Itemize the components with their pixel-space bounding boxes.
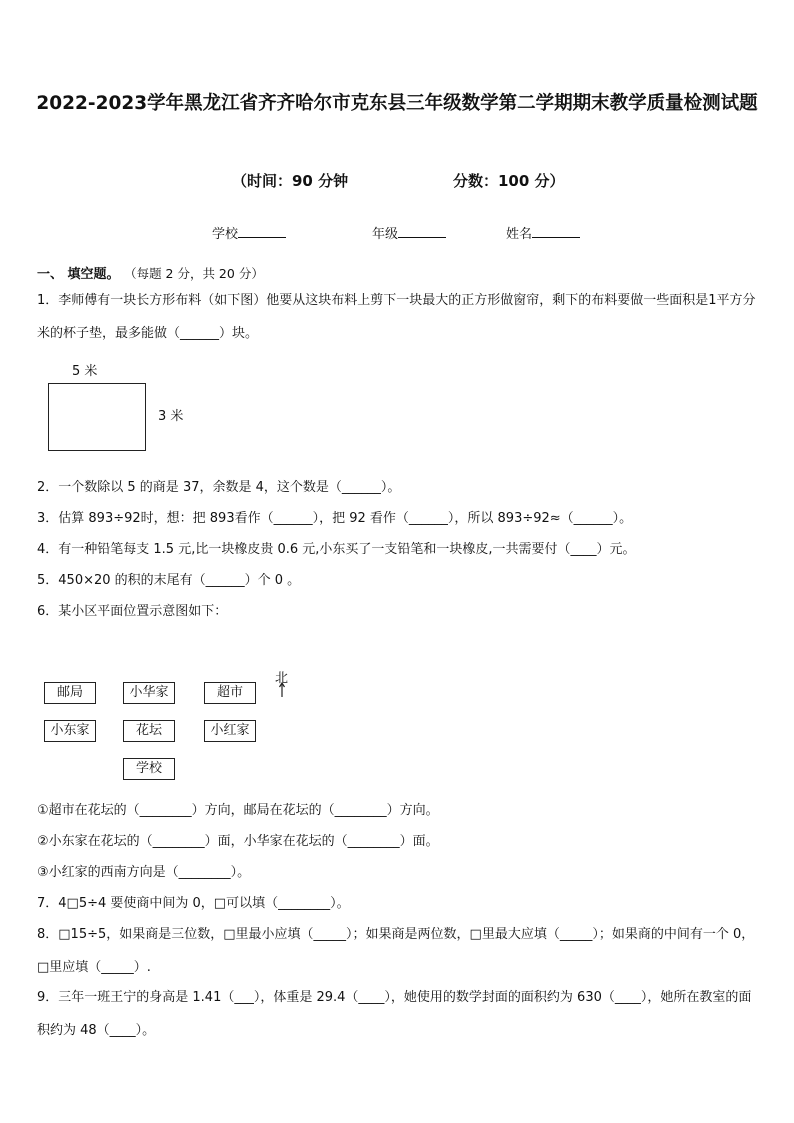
question-9: 9．三年一班王宁的身高是 1.41（___），体重是 29.4（____），她使用的数学封面的面积约为 630（____），她所在教室的面积约为 48（____）。 <box>37 990 752 1038</box>
map-supermarket: 超市 <box>204 682 256 704</box>
question-6: 6．某小区平面位置示意图如下： <box>37 604 228 619</box>
question-2: 2．一个数除以 5 的商是 37，余数是 4，这个数是（______）。 <box>37 480 401 495</box>
map-xiaohong-home: 小红家 <box>204 720 256 742</box>
question-6b: ②小东家在花坛的（________）面，小华家在花坛的（________）面。 <box>37 834 439 849</box>
school-field <box>212 223 286 242</box>
grade-field <box>372 223 446 242</box>
north-label: 北 <box>275 671 289 686</box>
question-6c: ③小红家的西南方向是（________）。 <box>37 865 251 880</box>
rect-height-label: 3 米 <box>158 409 184 424</box>
rect-width-label: 5 米 <box>72 364 98 379</box>
section-note: （每题 2 分，共 20 分） <box>124 266 264 281</box>
map-school: 学校 <box>123 758 175 780</box>
rectangle-figure <box>48 383 146 451</box>
section-heading <box>37 263 264 282</box>
grade-label: 年级 <box>372 227 399 242</box>
map-xiaodong-home: 小东家 <box>44 720 96 742</box>
map-xiaohua-home: 小华家 <box>123 682 175 704</box>
question-8: 8．□15÷5，如果商是三位数，□里最小应填（_____）；如果商是两位数，□里最大应填（_____）；如果商的中间有一个 0，□里应填（_____）. <box>37 927 755 975</box>
map-flower-bed: 花坛 <box>123 720 175 742</box>
time-label: （时间：90 分钟 <box>232 172 349 190</box>
north-arrow-icon <box>278 682 286 698</box>
score-label: 分数：100 分） <box>453 172 565 190</box>
school-blank <box>238 225 286 238</box>
section-title: 一、 填空题。 <box>37 267 120 282</box>
name-field <box>506 223 580 242</box>
question-5: 5．450×20 的积的末尾有（______）个 0 。 <box>37 573 301 588</box>
name-label: 姓名 <box>506 227 533 242</box>
question-4: 4．有一种铅笔每支 1.5 元,比一块橡皮贵 0.6 元,小东买了一支铅笔和一块橡皮,一共需要付（____）元。 <box>37 542 636 557</box>
question-6a: ①超市在花坛的（________）方向，邮局在花坛的（________）方向。 <box>37 803 439 818</box>
question-1: 1．李师傅有一块长方形布料（如下图）他要从这块布料上剪下一块最大的正方形做窗帘，剩下的布料要做一些面积是1平方分米的杯子垫，最多能做（______）块。 <box>37 293 756 341</box>
grade-blank <box>398 225 446 238</box>
page-title: 2022-2023学年黑龙江省齐齐哈尔市克东县三年级数学第二学期期末教学质量检测试题 <box>36 93 758 114</box>
school-label: 学校 <box>212 227 239 242</box>
name-blank <box>532 225 580 238</box>
map-post-office: 邮局 <box>44 682 96 704</box>
question-7: 7．4□5÷4 要使商中间为 0，□可以填（________）。 <box>37 896 350 911</box>
question-3: 3．估算 893÷92时，想：把 893看作（______），把 92 看作（______），所以 893÷92≈（______）。 <box>37 511 633 526</box>
